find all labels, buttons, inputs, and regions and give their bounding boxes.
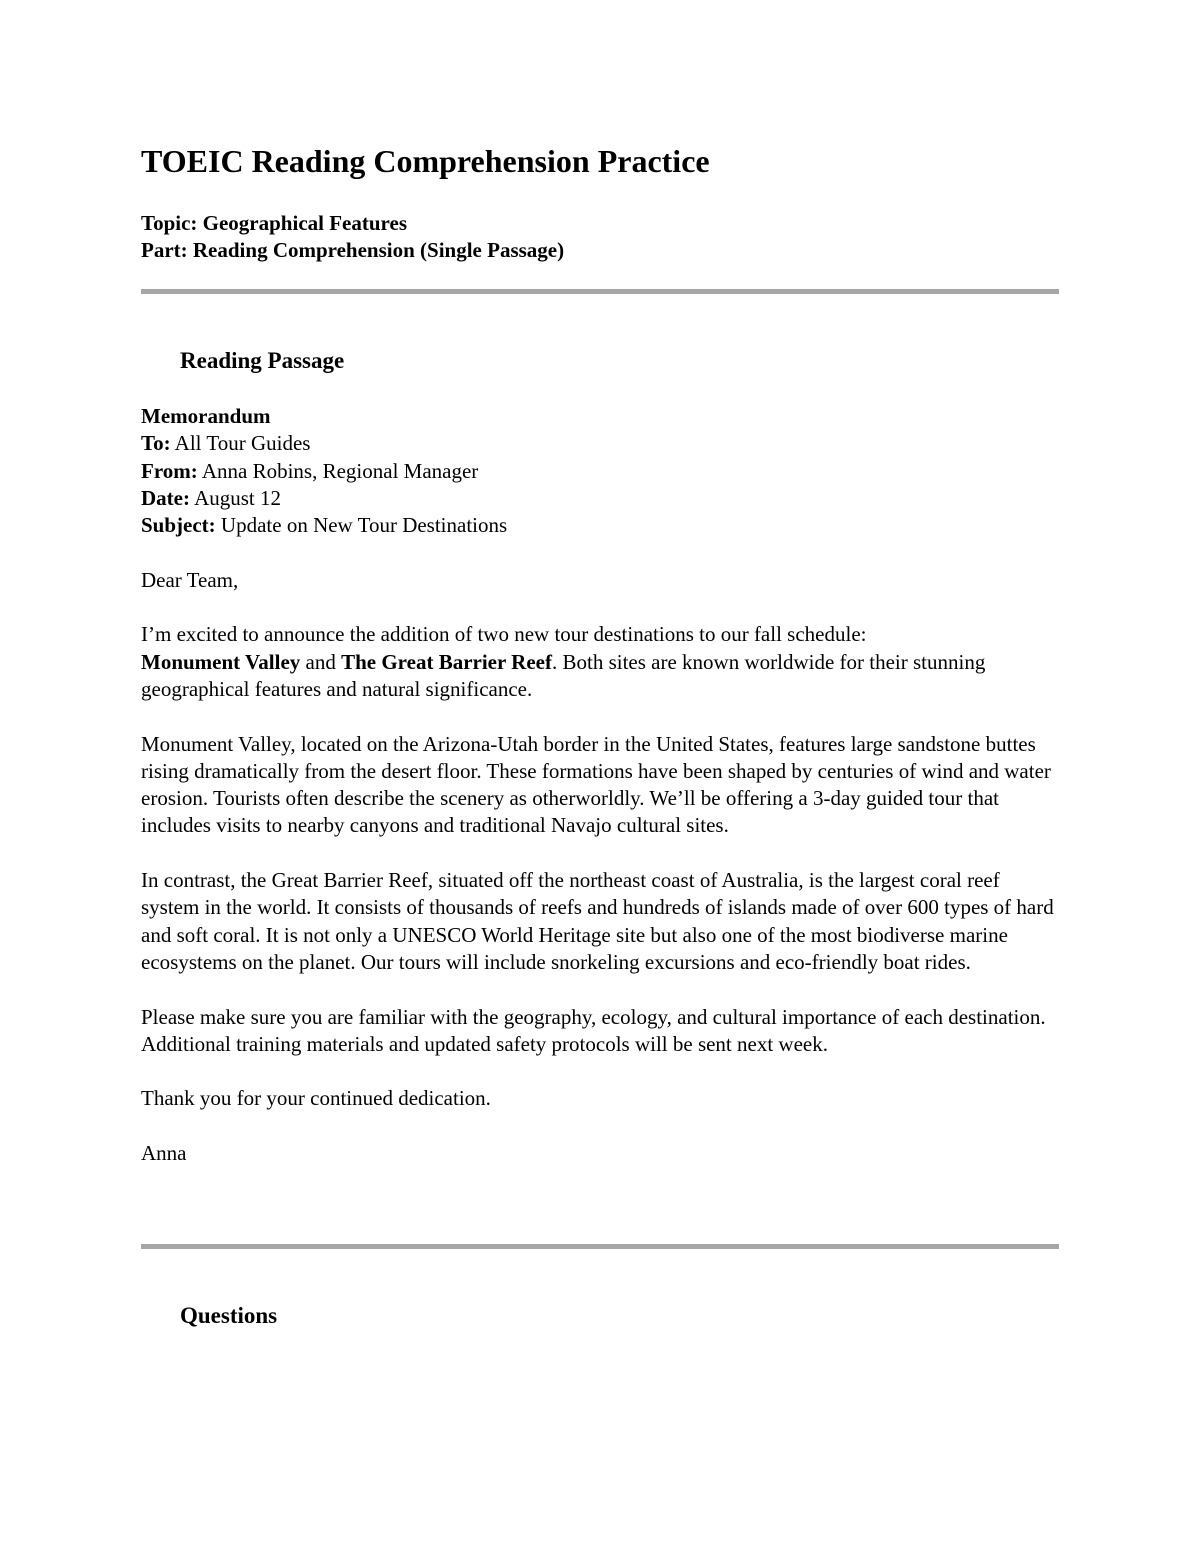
date-value: August 12 <box>189 485 281 510</box>
closing-line: Thank you for your continued dedication. <box>141 1086 491 1111</box>
paragraph-monument-valley: Monument Valley, located on the Arizona-Utah border in the United States, features large sandstone buttes rising dramatically from the desert floor. These formations have been shaped by centuries of wind and water erosion. Tourists often describe the scenery as otherworldly. We’ll be offering a 3-day guided tour that includes visits to nearby canyons and traditional Navajo cultural sites. <box>141 731 1051 838</box>
destination-great-barrier-reef: The Great Barrier Reef <box>341 649 552 674</box>
destination-monument-valley: Monument Valley <box>141 649 301 674</box>
to-label: To: <box>141 431 171 456</box>
intro-rest: . Both sites are known worldwide for their stunning geographical features and natural significance. <box>141 649 986 701</box>
memo-date-line <box>141 485 1059 512</box>
greeting: Dear Team, <box>141 567 239 592</box>
part-line: Part: Reading Comprehension (Single Passage) <box>141 238 565 262</box>
subject-value: Update on New Tour Destinations <box>215 513 508 538</box>
date-label: Date: <box>141 485 190 510</box>
memo-label: Memorandum <box>141 404 271 428</box>
intro-line: I’m excited to announce the addition of two new tour destinations to our fall schedule: <box>141 622 867 647</box>
horizontal-divider <box>141 289 1059 294</box>
memo-from-line <box>141 458 1059 485</box>
topic-line: Topic: Geographical Features <box>141 211 407 235</box>
memorandum <box>141 403 1059 1167</box>
subject-label: Subject: <box>141 513 216 538</box>
intro-conjunction: and <box>300 649 342 674</box>
paragraph-instructions: Please make sure you are familiar with the geography, ecology, and cultural importance of each destination. Additional training materials and updated safety protocols will be sent next week. <box>141 1004 1046 1056</box>
from-value: Anna Robins, Regional Manager <box>197 458 479 483</box>
from-label: From: <box>141 458 198 483</box>
memo-subject-line <box>141 512 1059 539</box>
paragraph-great-barrier-reef: In contrast, the Great Barrier Reef, situated off the northeast coast of Australia, is the largest coral reef system in the world. It consists of thousands of reefs and hundreds of islands made of over 600 types of hard and soft coral. It is not only a UNESCO World Heritage site but also one of the most biodiverse marine ecosystems on the planet. Our tours will include snorkeling excursions and eco-friendly boat rides. <box>141 868 1054 974</box>
questions-heading: Questions <box>180 1303 278 1328</box>
paragraph-intro <box>141 621 1059 703</box>
horizontal-divider <box>141 1244 1059 1249</box>
to-value: All Tour Guides <box>170 431 311 456</box>
reading-passage-heading: Reading Passage <box>180 348 345 373</box>
memo-to-line <box>141 430 1059 457</box>
document-title: TOEIC Reading Comprehension Practice <box>141 143 710 179</box>
signature: Anna <box>141 1141 187 1166</box>
